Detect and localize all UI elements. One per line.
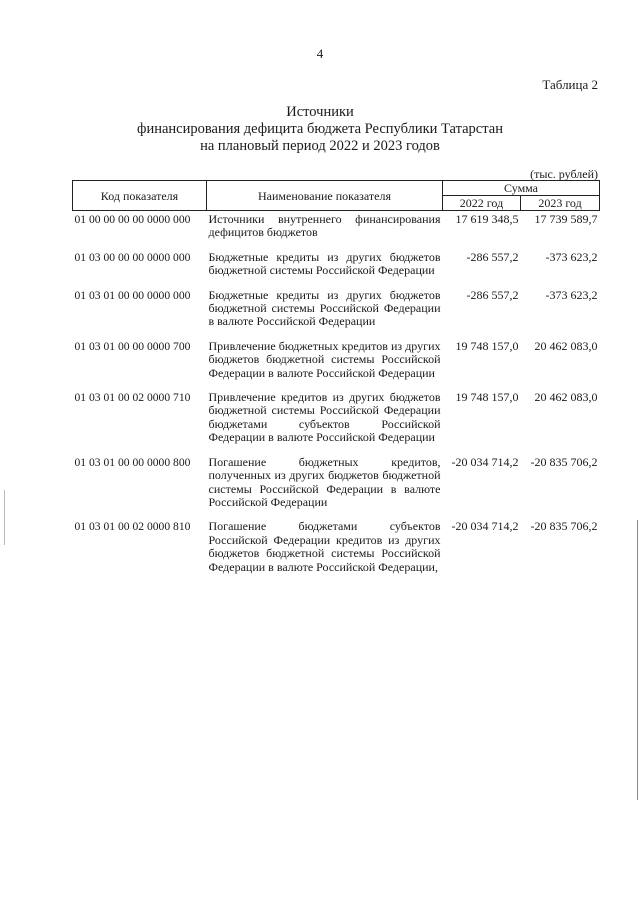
scan-edge-mark: [4, 490, 5, 545]
header-code: Код показателя: [73, 181, 207, 211]
header-sum: Сумма: [443, 181, 600, 196]
row-value-2023: 20 462 083,0: [534, 390, 598, 405]
row-value-2022: -286 557,2: [466, 249, 519, 264]
row-value-2022: -20 034 714,2: [451, 519, 519, 534]
row-code: 01 03 01 00 00 0000 000: [74, 288, 191, 302]
table-row: [73, 338, 600, 389]
row-code: 01 03 01 00 02 0000 710: [74, 391, 191, 405]
table-body: [73, 211, 600, 583]
table-row: [73, 518, 600, 583]
title-line: Источники: [286, 104, 354, 120]
table-header: [73, 181, 600, 211]
page-number: 4: [316, 46, 324, 61]
table-row: [73, 249, 600, 287]
header-name: Наименование показателя: [207, 181, 443, 211]
table-row: [73, 389, 600, 454]
budget-sources-table: [72, 180, 600, 583]
row-name: Погашение бюджетных кредитов, полученных из других бюджетов бюджетной системы Российской Федерации в валюте Российской Федерации: [208, 454, 441, 509]
table-row: [73, 211, 600, 249]
table-label: Таблица 2: [542, 77, 598, 92]
row-value-2022: 19 748 157,0: [455, 338, 519, 353]
row-name: Бюджетные кредиты из других бюджетов бюджетной системы Российской Федерации в валюте Российской Федерации: [208, 287, 441, 329]
row-code: 01 03 01 00 00 0000 700: [74, 339, 191, 353]
row-value-2023: 20 462 083,0: [534, 338, 598, 353]
row-code: 01 03 01 00 02 0000 810: [74, 520, 191, 534]
unit-label: (тыс. рублей): [530, 167, 598, 181]
row-value-2022: -20 034 714,2: [451, 454, 519, 469]
row-value-2022: 19 748 157,0: [455, 390, 519, 405]
row-code: 01 03 01 00 00 0000 800: [74, 455, 191, 469]
row-name: Источники внутреннего финансирования дефицитов бюджетов: [208, 212, 441, 240]
row-value-2022: 17 619 348,5: [455, 212, 519, 226]
row-value-2023: -20 835 706,2: [530, 519, 598, 534]
row-value-2023: -20 835 706,2: [530, 454, 598, 469]
header-year-2022: 2022 год: [443, 196, 521, 211]
row-value-2023: 17 739 589,7: [534, 212, 598, 226]
table-row: [73, 287, 600, 338]
header-year-2023: 2023 год: [521, 196, 600, 211]
row-name: Бюджетные кредиты из других бюджетов бюджетной системы Российской Федерации: [208, 249, 441, 278]
row-name: Погашение бюджетами субъектов Российской Федерации кредитов из других бюджетов бюджетной системы Российской Федерации в валюте Российской Федерации,: [208, 519, 441, 574]
document-title: [0, 104, 640, 155]
row-value-2022: -286 557,2: [466, 287, 519, 302]
row-code: 01 03 00 00 00 0000 000: [74, 250, 191, 264]
row-value-2023: -373 623,2: [545, 249, 598, 264]
title-line: финансирования дефицита бюджета Республики Татарстан: [137, 121, 503, 137]
row-value-2023: -373 623,2: [545, 287, 598, 302]
table-row: [73, 454, 600, 519]
scan-edge-line: [637, 520, 638, 800]
row-name: Привлечение кредитов из других бюджетов бюджетной системы Российской Федерации бюджетами субъектов Российской Федерации в валюте Российской Федерации: [208, 390, 441, 445]
row-name: Привлечение бюджетных кредитов из других бюджетов бюджетной системы Российской Федерации в валюте Российской Федерации: [208, 338, 441, 380]
title-line: на плановый период 2022 и 2023 годов: [200, 138, 440, 154]
row-code: 01 00 00 00 00 0000 000: [74, 213, 191, 226]
